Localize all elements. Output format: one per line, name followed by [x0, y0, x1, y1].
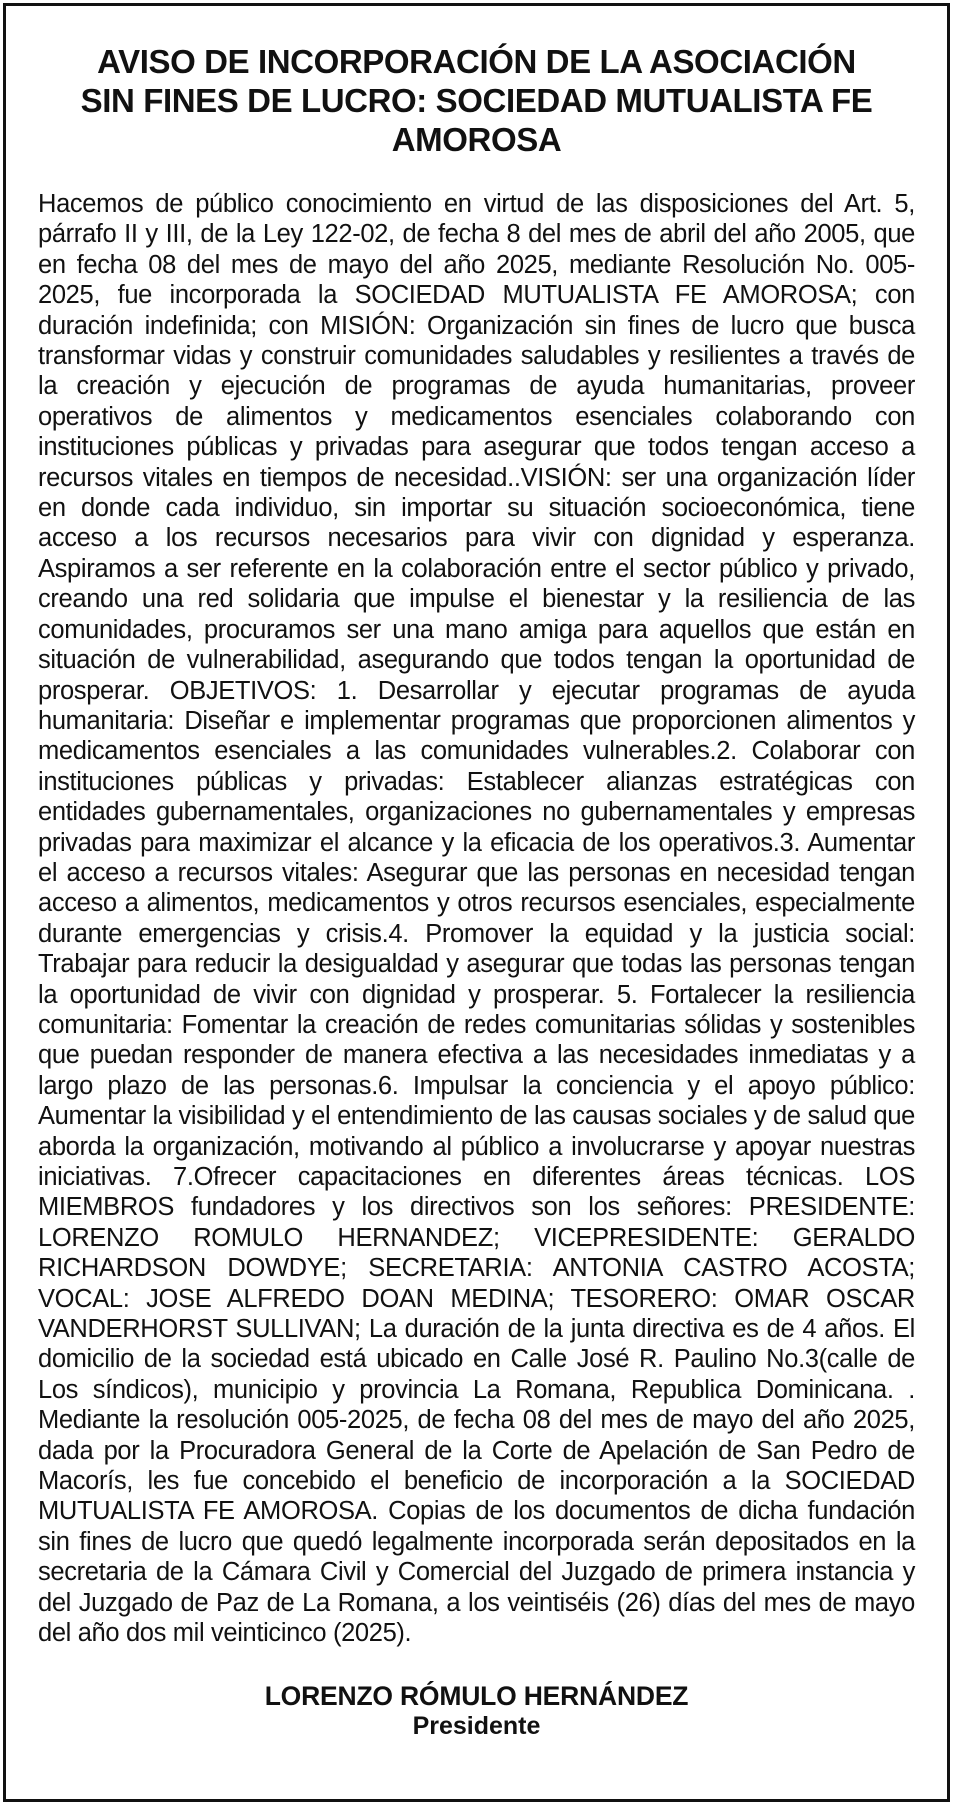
signer-title: Presidente: [412, 1711, 541, 1740]
notice-body: Hacemos de público conocimiento en virtud de las disposiciones del Art. 5, párrafo II y III, de la Ley 122-02, de fecha 8 del mes de abril del año 2005, que en fecha 08 del mes de mayo del año 2025, mediante Resolución No. 005-2025, fue incorporada la SOCIEDAD MUTUALISTA FE AMOROSA; con duración indefinida; con MISIÓN: Organización sin fines de lucro que busca transformar vidas y construir comunidades saludables y resilientes a través de la creación y ejecución de programas de ayuda humanitarias, proveer operativos de alimentos y medicamentos esenciales colaborando con instituciones públicas y privadas para asegurar que todos tengan acceso a recursos vitales en tiempos de necesidad..VISIÓN: ser una organización líder en donde cada individuo, sin importar su situación socioeconómica, tiene acceso a los recursos necesarios para vivir con dignidad y esperanza. Aspiramos a ser referente en la colaboración entre el sector público y privado, creando una red solidaria que impulse el bienestar y la resiliencia de las comunidades, procuramos ser una mano amiga para aquellos que están en situación de vulnerabilidad, asegurando que todos tengan la oportunidad de prosperar. OBJETIVOS: 1. Desarrollar y ejecutar programas de ayuda humanitaria: Diseñar e implementar programas que proporcionen alimentos y medicamentos esenciales a las comunidades vulnerables.2. Colaborar con instituciones públicas y privadas: Establecer alianzas estratégicas con entidades gubernamentales, organizaciones no gubernamentales y empresas privadas para maximizar el alcance y la eficacia de los operativos.3. Aumentar el acceso a recursos vitales: Asegurar que las personas en necesidad tengan acceso a alimentos, medicamentos y otros recursos esenciales, especialmente durante emergencias y crisis.4. Promover la equidad y la justicia social: Trabajar para reducir la desigualdad y asegurar que todas las personas tengan la oportunidad de vivir con dignidad y prosperar. 5. Fortalecer la resiliencia comunitaria: Fomentar la creación de redes comunitarias sólidas y sostenibles que puedan responder de manera efectiva a las necesidades inmediatas y a largo plazo de las personas.6. Impulsar la conciencia y el apoyo público: Aumentar la visibilidad y el entendimiento de las causas sociales y de salud que aborda la organización, motivando al público a involucrarse y apoyar nuestras iniciativas. 7.Ofrecer capacitaciones en diferentes áreas técnicas. LOS MIEMBROS fundadores y los directivos son los señores: PRESIDENTE: LORENZO ROMULO HERNANDEZ; VICEPRESIDENTE: GERALDO RICHARDSON DOWDYE; SECRETARIA: ANTONIA CASTRO ACOSTA; VOCAL: JOSE ALFREDO DOAN MEDINA; TESORERO: OMAR OSCAR VANDERHORST SULLIVAN; La duración de la junta directiva es de 4 años. El domicilio de la sociedad está ubicado en Calle José R. Paulino No.3(calle de Los síndicos), municipio y provincia La Romana, Republica Dominicana. . Mediante la resolución 005-2025, de fecha 08 del mes de mayo del año 2025, dada por la Procuradora General de la Corte de Apelación de San Pedro de Macorís, les fue concebido el beneficio de incorporación a la SOCIEDAD MUTUALISTA FE AMOROSA. Copias de los documentos de dicha fundación sin fines de lucro que quedó legalmente incorporada serán depositados en la secretaria de la Cámara Civil y Comercial del Juzgado de primera instancia y del Juzgado de Paz de La Romana, a los veintiséis (26) días del mes de mayo del año dos mil veinticinco (2025).: [38, 190, 915, 1648]
signature-block: [38, 1681, 915, 1741]
notice-title-line: AMOROSA: [391, 121, 562, 158]
notice-title: [46, 42, 907, 159]
notice-title-line: AVISO DE INCORPORACIÓN DE LA ASOCIACIÓN: [97, 43, 856, 80]
legal-notice: [3, 3, 950, 1802]
notice-title-line: SIN FINES DE LUCRO: SOCIEDAD MUTUALISTA FE: [80, 82, 873, 119]
signer-name: LORENZO RÓMULO HERNÁNDEZ: [264, 1680, 689, 1711]
